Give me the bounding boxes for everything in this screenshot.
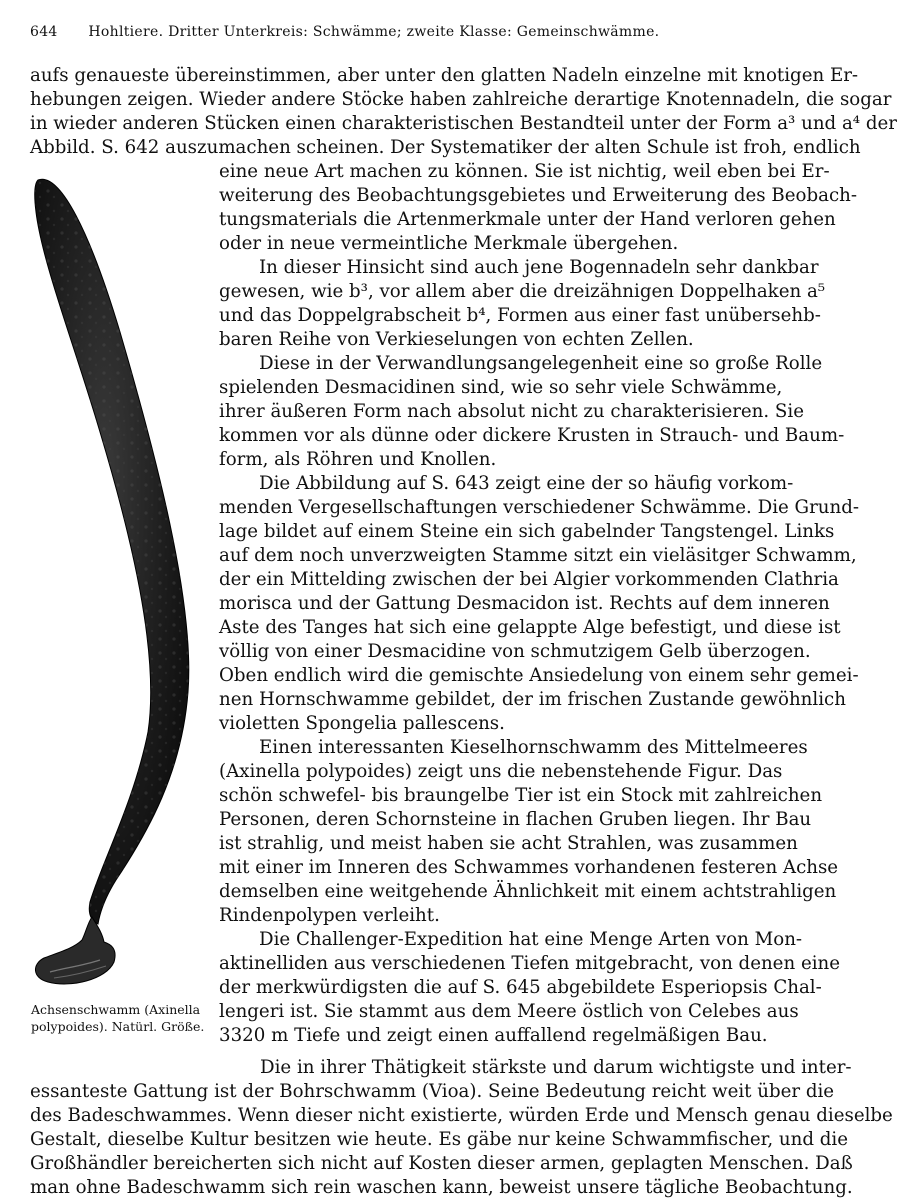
text-line: auf dem noch unverzweigten Stamme sitzt ein vieläsitger Schwamm, (219, 545, 857, 566)
text-line: Einen interessanten Kieselhornschwamm des Mittelmeeres (259, 737, 808, 758)
text-line: demselben eine weitgehende Ähnlichkeit mit einem achtstrahligen (219, 881, 837, 902)
text-line: ihrer äußeren Form nach absolut nicht zu charakterisieren. Sie (219, 401, 804, 422)
text-line: nen Hornschwamme gebildet, der im frischen Zustande gewöhnlich (219, 689, 846, 710)
text-line: aktinelliden aus verschiedenen Tiefen mitgebracht, von denen eine (219, 953, 840, 974)
text-line: aufs genaueste übereinstimmen, aber unter den glatten Nadeln einzelne mit knotigen Er- (30, 65, 859, 86)
text-line: Großhändler bereicherten sich nicht auf Kosten dieser armen, geplagten Menschen. Daß (30, 1153, 853, 1174)
text-line: tungsmaterials die Artenmerkmale unter der Hand verloren gehen (219, 209, 836, 230)
caption-line: Achsenschwamm (Axinella (31, 1002, 201, 1017)
text-line: Personen, deren Schornsteine in flachen Gruben liegen. Ihr Bau (219, 809, 812, 830)
text-line: man ohne Badeschwamm sich rein waschen kann, beweist unsere tägliche Beobachtung. (30, 1177, 853, 1198)
text-line: Abbild. S. 642 auszumachen scheinen. Der Systematiker der alten Schule ist froh, endlich (30, 137, 861, 158)
text-line: menden Vergesellschaftungen verschiedener Schwämme. Die Grund- (219, 497, 859, 518)
page-number: 644 (30, 24, 58, 40)
text-line: Rindenpolypen verleiht. (219, 905, 440, 926)
text-line: Die Challenger-Expedition hat eine Menge Arten von Mon- (259, 929, 803, 950)
text-line: Diese in der Verwandlungsangelegenheit eine so große Rolle (259, 353, 823, 374)
running-header (30, 24, 760, 40)
figure-caption (31, 1001, 211, 1035)
text-line: Die in ihrer Thätigkeit stärkste und darum wichtigste und inter- (260, 1057, 852, 1078)
text-line: morisca und der Gattung Desmacidon ist. Rechts auf dem inneren (219, 593, 830, 614)
text-line: der ein Mittelding zwischen der bei Algier vorkommenden Clathria (219, 569, 839, 590)
axinella-figure (30, 172, 202, 992)
text-line: schön schwefel- bis braungelbe Tier ist ein Stock mit zahlreichen (219, 785, 823, 806)
text-line: des Badeschwammes. Wenn dieser nicht existierte, würden Erde und Mensch genau dieselbe (30, 1105, 893, 1126)
text-line: Die Abbildung auf S. 643 zeigt eine der so häufig vorkom- (259, 473, 794, 494)
text-line: eine neue Art machen zu können. Sie ist nichtig, weil eben bei Er- (219, 161, 830, 182)
text-line: weiterung des Beobachtungsgebietes und Erweiterung des Beobach- (219, 185, 857, 206)
text-line: völlig von einer Desmacidine von schmutzigem Gelb überzogen. (219, 641, 811, 662)
text-line: (Axinella polypoides) zeigt uns die nebenstehende Figur. Das (219, 761, 783, 782)
text-line: lage bildet auf einem Steine ein sich gabelnder Tangstengel. Links (219, 521, 835, 542)
caption-line: polypoides). Natürl. Größe. (31, 1019, 205, 1034)
text-line: hebungen zeigen. Wieder andere Stöcke haben zahlreiche derartige Knotennadeln, die sogar (30, 89, 892, 110)
text-line: Gestalt, dieselbe Kultur besitzen wie heute. Es gäbe nur keine Schwammfischer, und die (30, 1129, 849, 1150)
text-line: in wieder anderen Stücken einen charakteristischen Bestandteil unter der Form a³ und a⁴ der (30, 113, 897, 134)
text-line: oder in neue vermeintliche Merkmale übergehen. (219, 233, 679, 254)
text-line: kommen vor als dünne oder dickere Krusten in Strauch- und Baum- (219, 425, 845, 446)
text-line: spielenden Desmacidinen sind, wie so sehr viele Schwämme, (219, 377, 783, 398)
text-line: gewesen, wie b³, vor allem aber die dreizähnigen Doppelhaken a⁵ (219, 281, 826, 302)
sponge-illustration (30, 172, 202, 992)
text-line: mit einer im Inneren des Schwammes vorhandenen festeren Achse (219, 857, 839, 878)
text-line: 3320 m Tiefe und zeigt einen auffallend regelmäßigen Bau. (219, 1025, 768, 1046)
text-line: violetten Spongelia pallescens. (219, 713, 505, 734)
text-line: In dieser Hinsicht sind auch jene Bogennadeln sehr dankbar (259, 257, 819, 278)
text-line: Oben endlich wird die gemischte Ansiedelung von einem sehr gemei- (219, 665, 859, 686)
text-line: lengeri ist. Sie stammt aus dem Meere östlich von Celebes aus (219, 1001, 799, 1022)
text-line: Aste des Tanges hat sich eine gelappte Alge befestigt, und diese ist (219, 617, 841, 638)
text-line: und das Doppelgrabscheit b⁴, Formen aus einer fast unübersehb- (219, 305, 821, 326)
text-line: ist strahlig, und meist haben sie acht Strahlen, was zusammen (219, 833, 798, 854)
text-line: baren Reihe von Verkieselungen von echten Zellen. (219, 329, 694, 350)
text-line: form, als Röhren und Knollen. (219, 449, 497, 470)
text-line: essanteste Gattung ist der Bohrschwamm (Vioa). Seine Bedeutung reicht weit über die (30, 1081, 835, 1102)
running-title: Hohltiere. Dritter Unterkreis: Schwämme; zweite Klasse: Gemeinschwämme. (88, 24, 660, 40)
text-line: der merkwürdigsten die auf S. 645 abgebildete Esperiopsis Chal- (219, 977, 822, 998)
